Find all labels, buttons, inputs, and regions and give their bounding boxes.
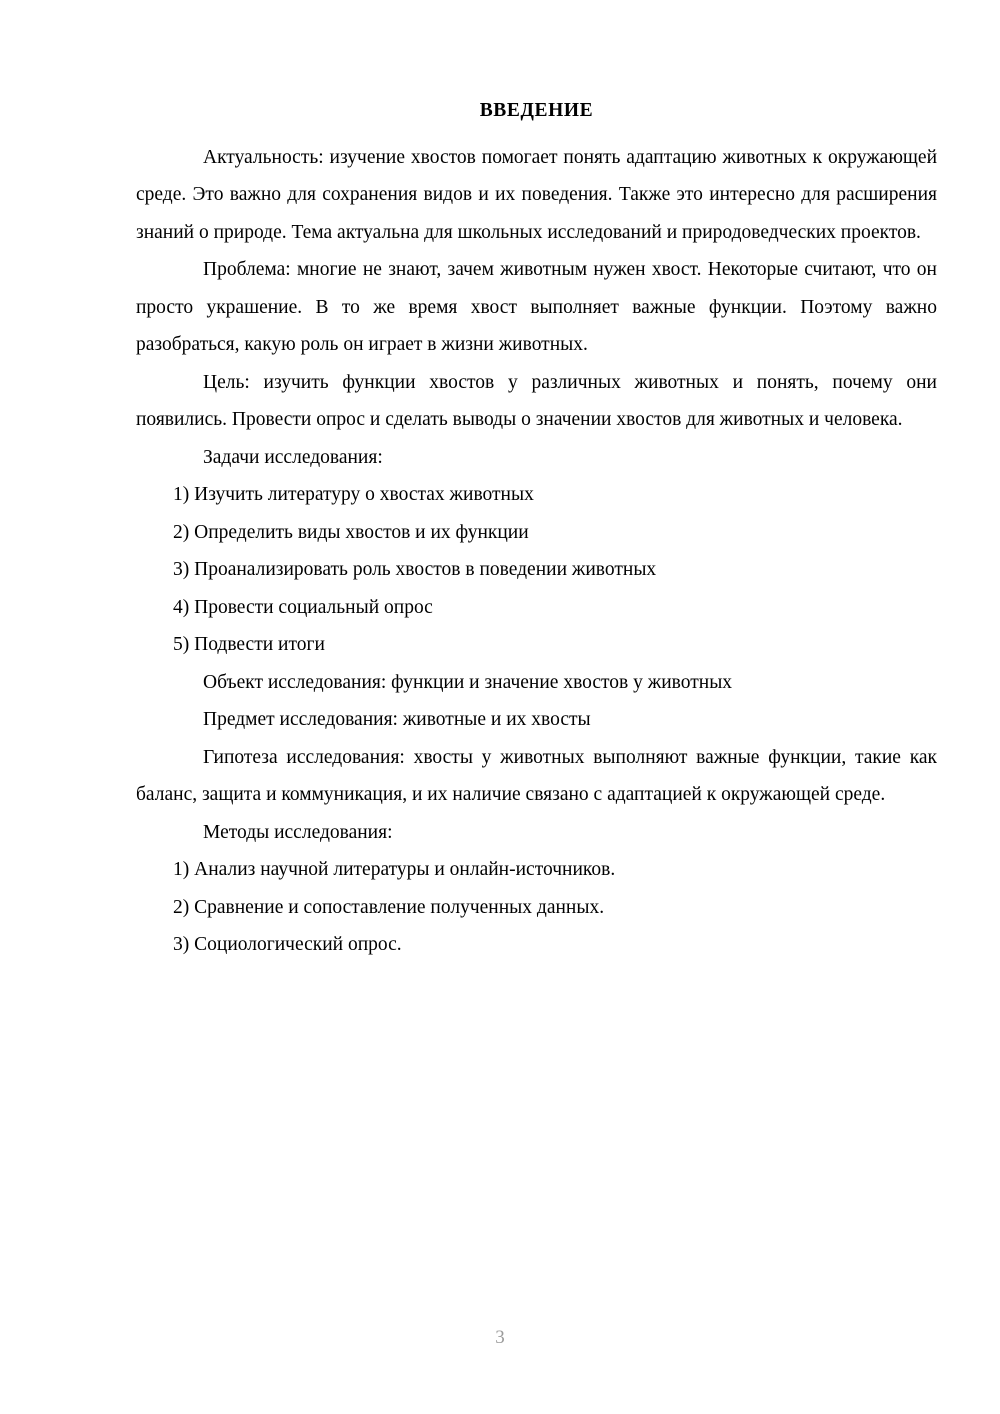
paragraph-relevance: Актуальность: изучение хвостов помогает понять адаптацию животных к окружающей среде. Это важно для сохранения видов и их поведения. Также это интересно для расширения знаний о природе. Тема актуальна для школьных исследований и природоведческих проектов. — [136, 146, 937, 243]
statement-subject: Предмет исследования: животные и их хвосты — [203, 709, 591, 730]
list-item-number: 2) — [173, 521, 190, 543]
list-item-number: 5) — [173, 634, 190, 655]
list-item-number: 1) — [173, 859, 190, 880]
list-item — [136, 551, 937, 589]
paragraph-problem: Проблема: многие не знают, зачем животным нужен хвост. Некоторые считают, что он просто украшение. В то же время хвост выполняет важные функции. Поэтому важно разобраться, какую роль он играет в жизни животных. — [136, 259, 937, 355]
list-item-number: 4) — [173, 596, 190, 618]
heading-methods: Методы исследования: — [203, 821, 393, 843]
list-item-label: Подвести итоги — [194, 634, 325, 655]
paragraph-goal: Цель: изучить функции хвостов у различных животных и понять, почему они появились. Провести опрос и сделать выводы о значении хвостов для животных и человека. — [136, 371, 937, 430]
page-number: 3 — [495, 1327, 505, 1348]
list-item — [136, 626, 937, 664]
heading-tasks: Задачи исследования: — [203, 446, 383, 468]
list-item — [136, 926, 937, 964]
list-item — [136, 851, 937, 889]
list-item-label: Анализ научной литературы и онлайн-источников. — [194, 859, 616, 880]
list-item-label: Сравнение и сопоставление полученных данных. — [194, 896, 605, 918]
statement-object: Объект исследования: функции и значение хвостов у животных — [203, 671, 733, 693]
list-item-number: 3) — [173, 934, 190, 955]
list-item-number: 2) — [173, 896, 190, 918]
list-item-label: Социологический опрос. — [194, 934, 402, 955]
list-item-number: 1) — [173, 484, 190, 505]
page-title: ВВЕДЕНИЕ — [479, 100, 594, 121]
list-item — [136, 476, 937, 514]
list-item — [136, 589, 937, 627]
list-item — [136, 889, 937, 927]
list-item-label: Изучить литературу о хвостах животных — [194, 484, 534, 505]
list-item-label: Провести социальный опрос — [194, 596, 433, 618]
list-item-label: Определить виды хвостов и их функции — [194, 521, 529, 543]
list-item — [136, 514, 937, 552]
list-item-number: 3) — [173, 559, 190, 580]
document-body — [136, 92, 937, 964]
list-item-label: Проанализировать роль хвостов в поведении животных — [194, 559, 657, 580]
paragraph-hypothesis: Гипотеза исследования: хвосты у животных выполняют важные функции, такие как баланс, защита и коммуникация, и их наличие связано с адаптацией к окружающей среде. — [136, 746, 937, 805]
